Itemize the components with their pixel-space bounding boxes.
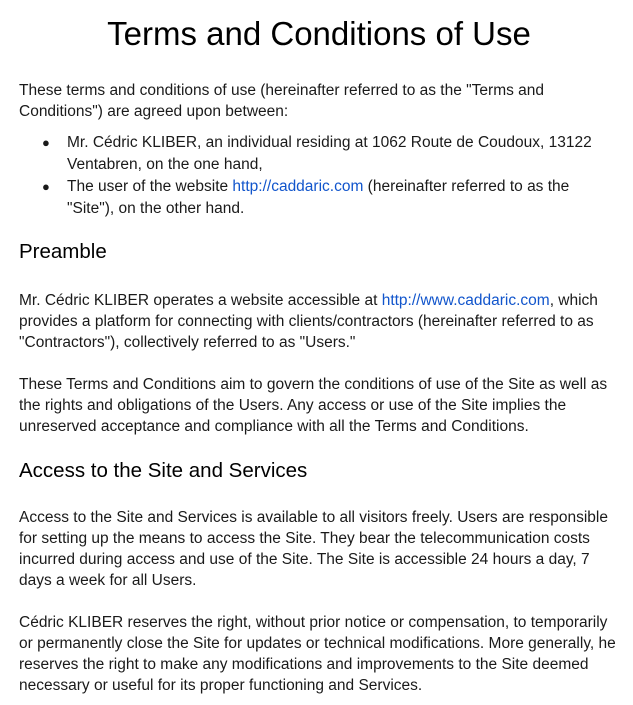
preamble-p1-before: Mr. Cédric KLIBER operates a website accessible at [19,292,382,309]
access-heading: Access to the Site and Services [19,459,308,482]
access-paragraph-2: Cédric KLIBER reserves the right, without prior notice or compensation, to temporarily or permanently close the Site for updates or technical modifications. More generally, he reserves the right to make any modifications and improvements to the Site deemed necessary or useful for its proper functioning and Services. [19,614,616,694]
party2-text-before: The user of the website [67,178,233,195]
bullet-icon: ● [42,135,50,150]
preamble-heading: Preamble [19,240,107,263]
preamble-paragraph-2: These Terms and Conditions aim to govern the conditions of use of the Site as well as the rights and obligations of the Users. Any access or use of the Site implies the unreserved acceptance and compliance with all the Terms and Conditions. [19,376,608,435]
parties-list [19,132,619,219]
caddaric-link[interactable]: http://caddaric.com [232,178,364,195]
list-item-party2 [42,176,619,219]
party2-text-after: (hereinafter referred to as the "Site"), on the other hand. [67,178,570,217]
preamble-paragraph-1 [19,290,619,353]
preamble-p1-after: , which provides a platform for connecting with clients/contractors (hereinafter referred to as "Contractors"), collectively referred to as "Users." [19,292,598,351]
www-caddaric-link[interactable]: http://www.caddaric.com [381,292,550,309]
access-paragraph-1: Access to the Site and Services is available to all visitors freely. Users are responsible for setting up the means to access the Site. They bear the telecommunication costs incurred during access and use of the Site. The Site is accessible 24 hours a day, 7 days a week for all Users. [19,509,608,589]
list-item-party1 [42,132,619,175]
document-title: Terms and Conditions of Use [107,15,531,52]
intro-paragraph: These terms and conditions of use (hereinafter referred to as the "Terms and Conditions") are agreed upon between: [19,82,545,120]
bullet-icon: ● [42,179,50,194]
party1-text: Mr. Cédric KLIBER, an individual residing at 1062 Route de Coudoux, 13122 Ventabren, on the one hand, [67,134,592,173]
